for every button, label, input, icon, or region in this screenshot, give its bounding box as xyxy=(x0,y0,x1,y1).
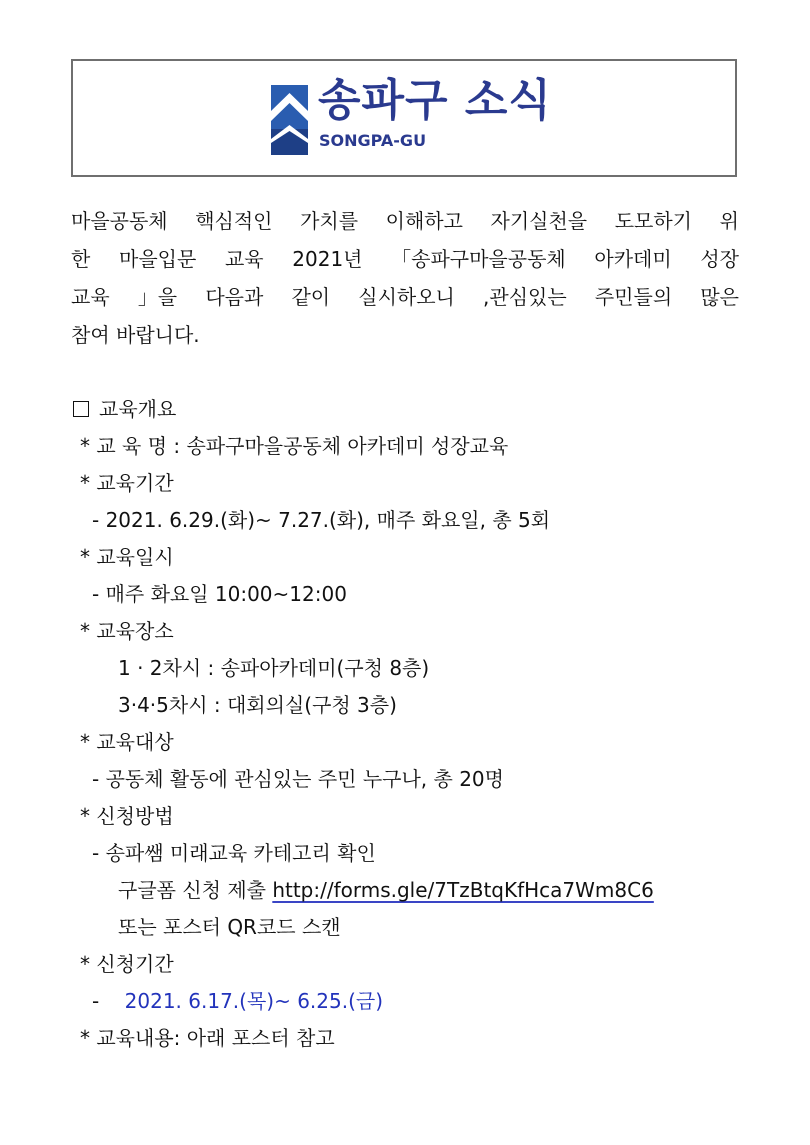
target-label: * 교육대상 xyxy=(80,730,174,754)
intro-word: 2021년 xyxy=(292,247,363,271)
intro-word: 마을입문 xyxy=(119,247,197,271)
time-value: - 매주 화요일 10:00~12:00 xyxy=(92,582,347,606)
intro-line-2 xyxy=(71,240,739,278)
section-title-text: 교육개요 xyxy=(99,397,177,421)
period-label: * 교육기간 xyxy=(80,471,174,495)
intro-word: 도모하기 xyxy=(614,209,692,233)
apply-period-value: 2021. 6.17.(목)~ 6.25.(금) xyxy=(124,989,384,1013)
intro-word: 」을 xyxy=(137,285,178,309)
intro-word: 「송파구마을공동체 xyxy=(391,247,566,271)
google-form-link[interactable]: http://forms.gle/7TzBtqKfHca7Wm8C6 xyxy=(272,878,654,902)
logo-news: 소식 xyxy=(464,75,552,126)
checkbox-square-icon xyxy=(73,401,89,417)
intro-word: 성장 xyxy=(700,247,739,271)
method-label: * 신청방법 xyxy=(80,804,174,828)
logo-subtitle: SONGPA-GU xyxy=(319,131,427,150)
intro-word: 위 xyxy=(719,209,739,233)
intro-word: 다음과 xyxy=(205,285,264,309)
intro-word: 실시하오니 xyxy=(358,285,455,309)
songpa-logo-icon xyxy=(271,85,308,155)
intro-word: 교육 xyxy=(71,285,110,309)
intro-line-1 xyxy=(71,202,739,240)
intro-word: 교육 xyxy=(224,247,264,271)
intro-word: 주민들의 xyxy=(594,285,673,309)
intro-word: 이해하고 xyxy=(385,209,463,233)
intro-word: 많은 xyxy=(700,285,739,309)
apply-row xyxy=(92,988,383,1014)
method-step-1: - 송파쌤 미래교육 카테고리 확인 xyxy=(92,841,376,865)
intro-word: 같이 xyxy=(291,285,331,309)
place-session-2: 3·4·5차시 : 대회의실(구청 3층) xyxy=(118,693,397,717)
logo-name: 송파구 xyxy=(318,75,449,126)
intro-line-4: 참여 바랍니다. xyxy=(71,323,200,347)
course-name-row: * 교 육 명 : 송파구마을공동체 아카데미 성장교육 xyxy=(80,434,509,458)
method-step-2 xyxy=(118,877,654,903)
intro-word: 핵심적인 xyxy=(195,209,273,233)
intro-word: 마을공동체 xyxy=(71,209,168,233)
time-label: * 교육일시 xyxy=(80,545,174,569)
method-step-3: 또는 포스터 QR코드 스캔 xyxy=(118,915,341,939)
intro-word: 가치를 xyxy=(300,209,359,233)
intro-line-3 xyxy=(71,278,739,316)
place-session-1: 1 · 2차시 : 송파아카데미(구청 8층) xyxy=(118,656,430,680)
intro-word: 한 xyxy=(71,247,91,271)
intro-word: 아카데미 xyxy=(594,247,672,271)
apply-label: * 신청기간 xyxy=(80,952,174,976)
intro-word: 자기실천을 xyxy=(490,209,588,233)
intro-paragraph xyxy=(71,202,739,354)
header-banner xyxy=(71,59,737,177)
place-label: * 교육장소 xyxy=(80,619,174,643)
apply-dash: - xyxy=(92,989,100,1013)
logo-title xyxy=(318,75,552,127)
section-title xyxy=(73,396,176,422)
period-value: - 2021. 6.29.(화)~ 7.27.(화), 매주 화요일, 총 5회 xyxy=(92,508,551,532)
intro-word: ,관심있는 xyxy=(483,285,567,309)
target-value: - 공동체 활동에 관심있는 주민 누구나, 총 20명 xyxy=(92,767,504,791)
method-step-2-text: 구글폼 신청 제출 xyxy=(118,878,273,902)
content-row: * 교육내용: 아래 포스터 참고 xyxy=(80,1026,335,1050)
